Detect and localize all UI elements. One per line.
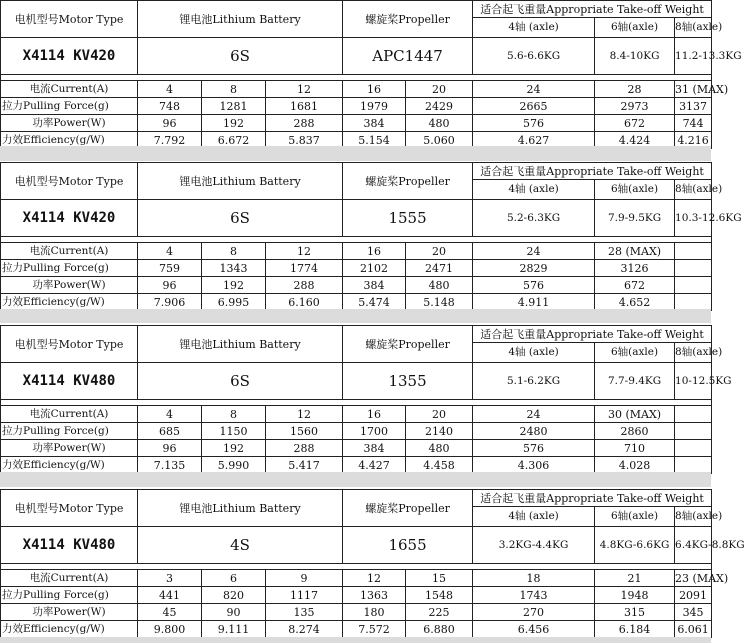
eff-cell: 9.800 xyxy=(138,621,202,638)
axle6-header: 6轴(axle) xyxy=(595,507,675,527)
power-cell xyxy=(675,440,712,457)
power-cell: 135 xyxy=(266,604,343,621)
eff-cell: 5.154 xyxy=(343,132,406,149)
takeoff-weight-header: 适合起飞重量Appropriate Take-off Weight xyxy=(473,326,712,343)
current-cell: 3 xyxy=(138,570,202,587)
pull-row xyxy=(1,260,712,277)
power-cell: 576 xyxy=(473,277,595,294)
eff-cell: 4.424 xyxy=(595,132,675,149)
current-cell: 12 xyxy=(266,81,343,98)
propeller-header: 螺旋桨Propeller xyxy=(343,163,473,200)
axle8-header: 8轴(axle) xyxy=(675,180,712,200)
axle8-header: 8轴(axle) xyxy=(675,507,712,527)
block-separator xyxy=(0,309,711,323)
current-label: 电流Current(A) xyxy=(1,243,138,260)
eff-cell: 6.880 xyxy=(406,621,473,638)
pull-cell: 1743 xyxy=(473,587,595,604)
weight-8axle: 10-12.5KG xyxy=(675,363,712,400)
spec-table xyxy=(0,0,742,149)
power-cell: 96 xyxy=(138,277,202,294)
eff-label: 力效Efficiency(g/W) xyxy=(1,132,138,149)
takeoff-weight-header: 适合起飞重量Appropriate Take-off Weight xyxy=(473,1,712,18)
power-cell: 384 xyxy=(343,277,406,294)
weight-8axle: 6.4KG-8.8KG xyxy=(675,527,712,564)
pull-cell: 2102 xyxy=(343,260,406,277)
weight-6axle: 4.8KG-6.6KG xyxy=(595,527,675,564)
pull-cell: 3126 xyxy=(595,260,675,277)
block-separator xyxy=(0,146,711,161)
eff-cell: 4.306 xyxy=(473,457,595,474)
eff-cell: 6.184 xyxy=(595,621,675,638)
takeoff-weight-header: 适合起飞重量Appropriate Take-off Weight xyxy=(473,490,712,507)
eff-cell xyxy=(675,457,712,474)
current-cell: 8 xyxy=(202,81,266,98)
spec-block xyxy=(0,0,742,147)
pull-cell: 3137 xyxy=(675,98,712,115)
takeoff-weight-header: 适合起飞重量Appropriate Take-off Weight xyxy=(473,163,712,180)
pull-cell: 1681 xyxy=(266,98,343,115)
battery-value: 6S xyxy=(138,200,343,237)
pull-row xyxy=(1,98,712,115)
propeller-value: 1655 xyxy=(343,527,473,564)
current-label: 电流Current(A) xyxy=(1,81,138,98)
weight-4axle: 5.1-6.2KG xyxy=(473,363,595,400)
power-cell: 180 xyxy=(343,604,406,621)
pull-cell: 2091 xyxy=(675,587,712,604)
weight-8axle: 11.2-13.3KG xyxy=(675,38,712,75)
pull-cell: 2429 xyxy=(406,98,473,115)
propeller-header: 螺旋桨Propeller xyxy=(343,1,473,38)
eff-cell: 7.135 xyxy=(138,457,202,474)
power-label: 功率Power(W) xyxy=(1,115,138,132)
pull-cell: 2471 xyxy=(406,260,473,277)
power-cell: 288 xyxy=(266,115,343,132)
pull-cell: 1281 xyxy=(202,98,266,115)
current-cell: 12 xyxy=(266,406,343,423)
block-separator xyxy=(0,637,711,643)
axle4-header: 4轴 (axle) xyxy=(473,180,595,200)
current-cell: 30 (MAX) xyxy=(595,406,675,423)
block-separator xyxy=(0,472,711,487)
eff-cell xyxy=(675,294,712,311)
current-cell: 4 xyxy=(138,81,202,98)
current-cell: 20 xyxy=(406,243,473,260)
pull-label: 拉力Pulling Force(g) xyxy=(1,423,138,440)
axle6-header: 6轴(axle) xyxy=(595,18,675,38)
power-cell: 45 xyxy=(138,604,202,621)
current-cell: 20 xyxy=(406,81,473,98)
current-cell: 6 xyxy=(202,570,266,587)
eff-cell: 7.906 xyxy=(138,294,202,311)
pull-row xyxy=(1,587,712,604)
power-cell: 96 xyxy=(138,440,202,457)
weight-6axle: 8.4-10KG xyxy=(595,38,675,75)
power-row xyxy=(1,115,712,132)
motor-type-header: 电机型号Motor Type xyxy=(1,1,138,38)
motor-type-header: 电机型号Motor Type xyxy=(1,163,138,200)
pull-label: 拉力Pulling Force(g) xyxy=(1,98,138,115)
battery-header: 锂电池Lithium Battery xyxy=(138,326,343,363)
battery-value: 4S xyxy=(138,527,343,564)
eff-cell: 6.061 xyxy=(675,621,712,638)
eff-cell: 6.995 xyxy=(202,294,266,311)
pull-cell: 2973 xyxy=(595,98,675,115)
current-cell: 12 xyxy=(343,570,406,587)
eff-cell: 5.837 xyxy=(266,132,343,149)
weight-6axle: 7.9-9.5KG xyxy=(595,200,675,237)
power-cell xyxy=(675,277,712,294)
power-cell: 384 xyxy=(343,115,406,132)
current-cell: 16 xyxy=(343,243,406,260)
battery-header: 锂电池Lithium Battery xyxy=(138,1,343,38)
power-cell: 672 xyxy=(595,115,675,132)
pull-cell: 2140 xyxy=(406,423,473,440)
battery-value: 6S xyxy=(138,363,343,400)
current-cell: 24 xyxy=(473,81,595,98)
pull-cell: 1343 xyxy=(202,260,266,277)
spec-block xyxy=(0,489,745,637)
eff-cell: 9.111 xyxy=(202,621,266,638)
motor-model: X4114 KV480 xyxy=(1,363,138,400)
power-cell: 384 xyxy=(343,440,406,457)
pull-cell xyxy=(675,423,712,440)
pull-cell xyxy=(675,260,712,277)
pull-cell: 1363 xyxy=(343,587,406,604)
axle8-header: 8轴(axle) xyxy=(675,18,712,38)
power-cell: 315 xyxy=(595,604,675,621)
current-cell: 9 xyxy=(266,570,343,587)
pull-cell: 1150 xyxy=(202,423,266,440)
current-cell: 18 xyxy=(473,570,595,587)
eff-cell: 5.474 xyxy=(343,294,406,311)
power-cell: 576 xyxy=(473,440,595,457)
battery-header: 锂电池Lithium Battery xyxy=(138,163,343,200)
current-cell: 24 xyxy=(473,406,595,423)
propeller-value: 1355 xyxy=(343,363,473,400)
pull-cell: 2860 xyxy=(595,423,675,440)
current-label: 电流Current(A) xyxy=(1,570,138,587)
current-cell xyxy=(675,243,712,260)
eff-row xyxy=(1,621,712,638)
pull-cell: 2829 xyxy=(473,260,595,277)
current-cell: 16 xyxy=(343,406,406,423)
pull-label: 拉力Pulling Force(g) xyxy=(1,587,138,604)
eff-cell: 7.572 xyxy=(343,621,406,638)
pull-cell: 759 xyxy=(138,260,202,277)
current-cell: 16 xyxy=(343,81,406,98)
axle8-header: 8轴(axle) xyxy=(675,343,712,363)
current-cell: 21 xyxy=(595,570,675,587)
current-cell: 28 (MAX) xyxy=(595,243,675,260)
propeller-header: 螺旋桨Propeller xyxy=(343,490,473,527)
current-row xyxy=(1,243,712,260)
axle6-header: 6轴(axle) xyxy=(595,180,675,200)
pull-cell: 748 xyxy=(138,98,202,115)
power-label: 功率Power(W) xyxy=(1,440,138,457)
pull-cell: 1117 xyxy=(266,587,343,604)
power-cell: 225 xyxy=(406,604,473,621)
axle4-header: 4轴 (axle) xyxy=(473,507,595,527)
pull-cell: 1774 xyxy=(266,260,343,277)
current-cell: 12 xyxy=(266,243,343,260)
power-cell: 710 xyxy=(595,440,675,457)
pull-cell: 1548 xyxy=(406,587,473,604)
spec-block xyxy=(0,162,742,309)
pull-row xyxy=(1,423,712,440)
eff-cell: 6.160 xyxy=(266,294,343,311)
pull-cell: 1948 xyxy=(595,587,675,604)
pull-cell: 1700 xyxy=(343,423,406,440)
pull-cell: 1979 xyxy=(343,98,406,115)
axle4-header: 4轴 (axle) xyxy=(473,343,595,363)
weight-4axle: 5.6-6.6KG xyxy=(473,38,595,75)
power-cell: 192 xyxy=(202,277,266,294)
current-row xyxy=(1,570,712,587)
power-row xyxy=(1,277,712,294)
power-cell: 480 xyxy=(406,440,473,457)
power-row xyxy=(1,440,712,457)
eff-cell: 7.792 xyxy=(138,132,202,149)
power-cell: 576 xyxy=(473,115,595,132)
motor-model: X4114 KV420 xyxy=(1,38,138,75)
power-label: 功率Power(W) xyxy=(1,277,138,294)
eff-cell: 5.417 xyxy=(266,457,343,474)
axle6-header: 6轴(axle) xyxy=(595,343,675,363)
eff-cell: 4.458 xyxy=(406,457,473,474)
eff-cell: 5.990 xyxy=(202,457,266,474)
current-cell: 23 (MAX) xyxy=(675,571,729,585)
current-cell: 31 (MAX) xyxy=(675,82,729,96)
current-cell: 8 xyxy=(202,243,266,260)
current-cell: 8 xyxy=(202,406,266,423)
pull-cell: 2665 xyxy=(473,98,595,115)
current-cell: 28 xyxy=(595,81,675,98)
motor-type-header: 电机型号Motor Type xyxy=(1,326,138,363)
spec-block xyxy=(0,325,732,472)
eff-cell: 6.456 xyxy=(473,621,595,638)
propeller-value: 1555 xyxy=(343,200,473,237)
propeller-value: APC1447 xyxy=(343,38,473,75)
current-row xyxy=(1,81,712,98)
current-cell: 15 xyxy=(406,570,473,587)
weight-4axle: 5.2-6.3KG xyxy=(473,200,595,237)
current-cell: 24 xyxy=(473,243,595,260)
eff-cell: 5.060 xyxy=(406,132,473,149)
propeller-header: 螺旋桨Propeller xyxy=(343,326,473,363)
eff-label: 力效Efficiency(g/W) xyxy=(1,457,138,474)
current-cell: 20 xyxy=(406,406,473,423)
pull-cell: 2480 xyxy=(473,423,595,440)
weight-8axle: 10.3-12.6KG xyxy=(675,200,712,237)
current-label: 电流Current(A) xyxy=(1,406,138,423)
eff-row xyxy=(1,457,712,474)
weight-4axle: 3.2KG-4.4KG xyxy=(473,527,595,564)
spec-table xyxy=(0,489,745,638)
motor-type-header: 电机型号Motor Type xyxy=(1,490,138,527)
spec-table xyxy=(0,325,732,474)
battery-value: 6S xyxy=(138,38,343,75)
eff-label: 力效Efficiency(g/W) xyxy=(1,621,138,638)
power-cell: 192 xyxy=(202,115,266,132)
power-cell: 672 xyxy=(595,277,675,294)
current-row xyxy=(1,406,712,423)
pull-cell: 820 xyxy=(202,587,266,604)
power-cell: 270 xyxy=(473,604,595,621)
eff-cell: 4.911 xyxy=(473,294,595,311)
power-label: 功率Power(W) xyxy=(1,604,138,621)
current-cell: 4 xyxy=(138,243,202,260)
eff-cell: 4.028 xyxy=(595,457,675,474)
eff-cell: 4.652 xyxy=(595,294,675,311)
motor-model: X4114 KV420 xyxy=(1,200,138,237)
power-cell: 288 xyxy=(266,440,343,457)
spec-table xyxy=(0,162,742,311)
current-cell xyxy=(675,406,712,423)
power-row xyxy=(1,604,712,621)
pull-cell: 1560 xyxy=(266,423,343,440)
weight-6axle: 7.7-9.4KG xyxy=(595,363,675,400)
pull-cell: 685 xyxy=(138,423,202,440)
power-cell: 288 xyxy=(266,277,343,294)
power-cell: 192 xyxy=(202,440,266,457)
current-cell: 4 xyxy=(138,406,202,423)
eff-cell: 4.216 xyxy=(675,132,712,149)
power-cell: 744 xyxy=(675,115,712,132)
motor-model: X4114 KV480 xyxy=(1,527,138,564)
eff-cell: 4.627 xyxy=(473,132,595,149)
power-cell: 480 xyxy=(406,115,473,132)
battery-header: 锂电池Lithium Battery xyxy=(138,490,343,527)
eff-row xyxy=(1,294,712,311)
eff-cell: 8.274 xyxy=(266,621,343,638)
power-cell: 345 xyxy=(675,604,712,621)
pull-label: 拉力Pulling Force(g) xyxy=(1,260,138,277)
eff-cell: 5.148 xyxy=(406,294,473,311)
power-cell: 90 xyxy=(202,604,266,621)
eff-cell: 6.672 xyxy=(202,132,266,149)
pull-cell: 441 xyxy=(138,587,202,604)
axle4-header: 4轴 (axle) xyxy=(473,18,595,38)
power-cell: 96 xyxy=(138,115,202,132)
eff-cell: 4.427 xyxy=(343,457,406,474)
eff-label: 力效Efficiency(g/W) xyxy=(1,294,138,311)
power-cell: 480 xyxy=(406,277,473,294)
